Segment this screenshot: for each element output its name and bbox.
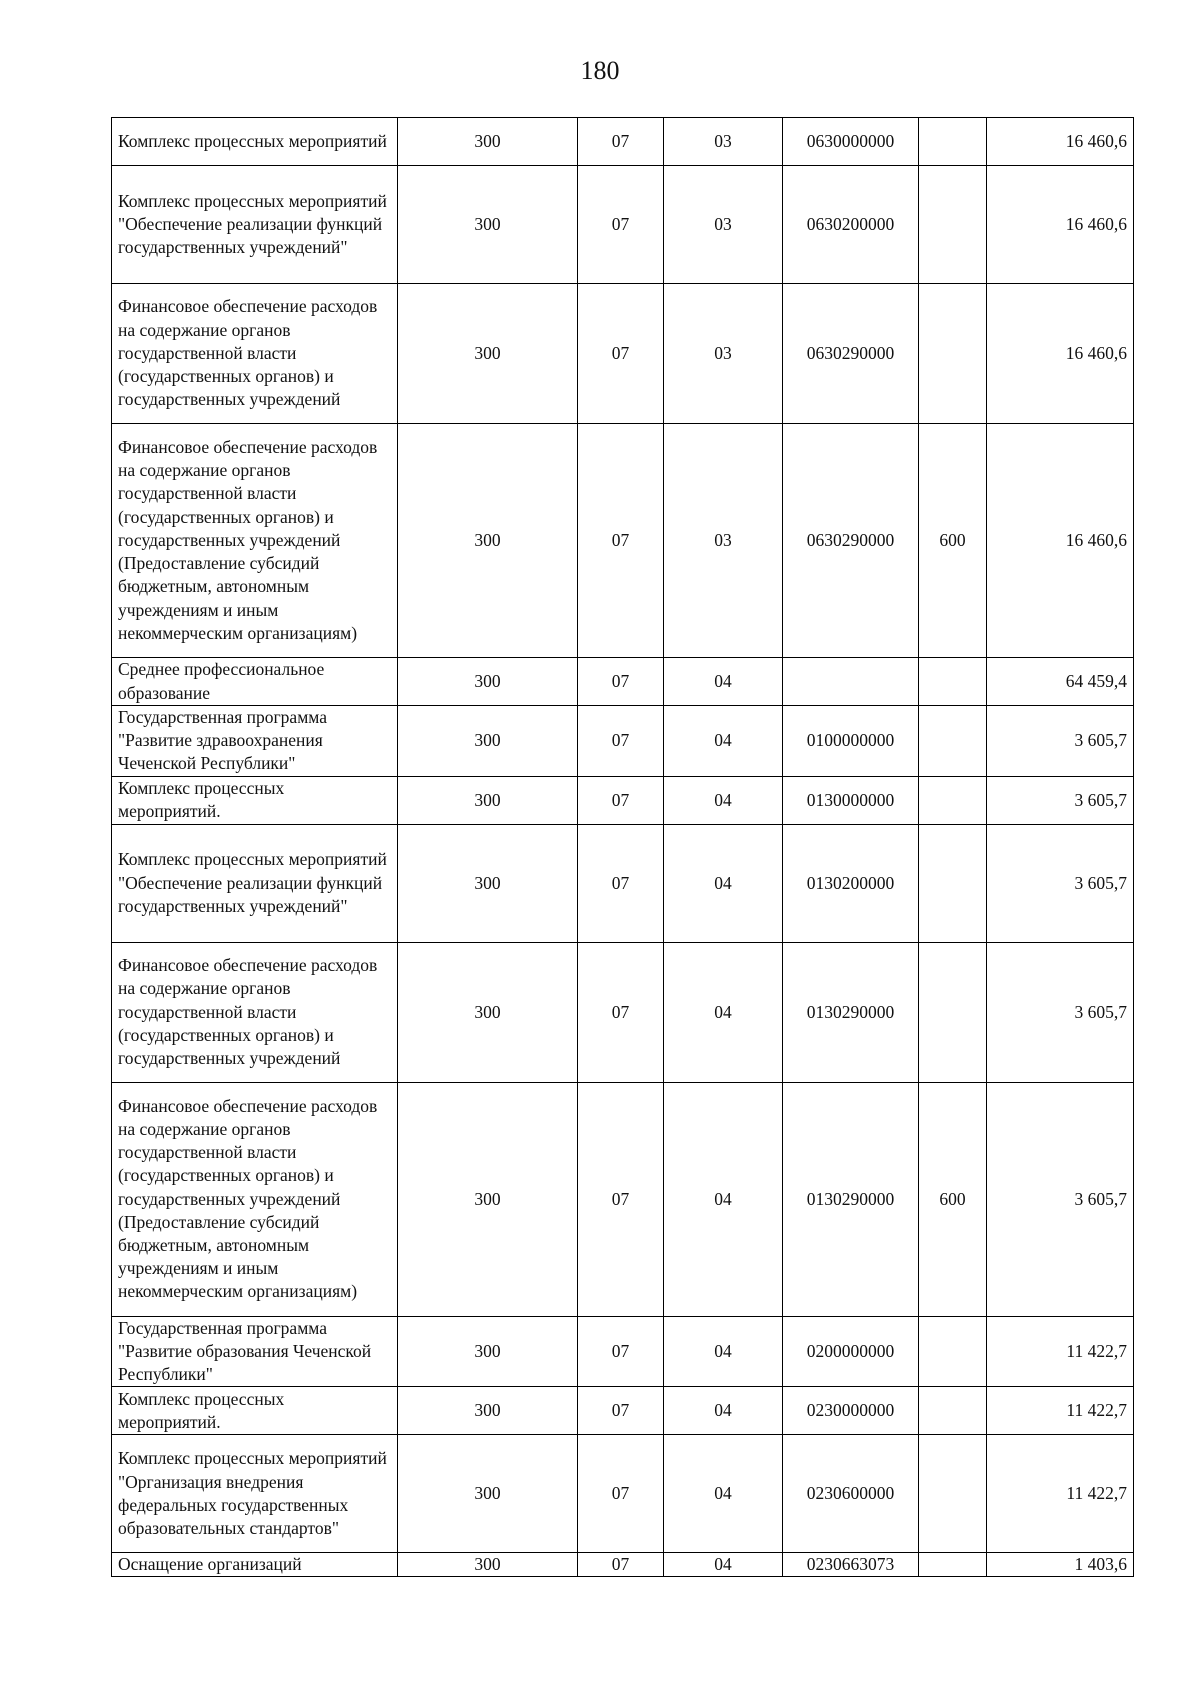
expense-type-cell (919, 942, 987, 1082)
target-article-cell (783, 658, 919, 706)
budget-table (111, 117, 1134, 1577)
subsection-code-cell: 04 (664, 1316, 783, 1387)
section-code-cell: 07 (578, 1553, 664, 1577)
amount-cell: 16 460,6 (987, 118, 1134, 166)
item-name-cell: Финансовое обеспечение расходов на содержание органов государственной власти (государственных органов) и государственных учреждений (Предоставление субсидий бюджетным, автономным учреждениям и иным некоммерческим организациям) (112, 424, 398, 658)
subsection-code-cell: 04 (664, 1553, 783, 1577)
section-code-cell: 07 (578, 776, 664, 824)
target-article-cell: 0630000000 (783, 118, 919, 166)
section-code-cell: 07 (578, 942, 664, 1082)
expense-type-cell (919, 1553, 987, 1577)
item-name-cell: Комплекс процессных мероприятий (112, 118, 398, 166)
table-row (112, 1316, 1134, 1387)
subsection-code-cell: 04 (664, 658, 783, 706)
amount-cell: 1 403,6 (987, 1553, 1134, 1577)
item-name-cell: Комплекс процессных мероприятий. (112, 776, 398, 824)
item-name-cell: Оснащение организаций (112, 1553, 398, 1577)
section-code-cell: 07 (578, 166, 664, 284)
subsection-code-cell: 04 (664, 776, 783, 824)
expense-type-cell: 600 (919, 1082, 987, 1316)
amount-cell: 64 459,4 (987, 658, 1134, 706)
table-row (112, 1553, 1134, 1577)
target-article-cell: 0230663073 (783, 1553, 919, 1577)
table-row (112, 166, 1134, 284)
expense-type-cell (919, 658, 987, 706)
target-article-cell: 0230600000 (783, 1435, 919, 1553)
target-article-cell: 0100000000 (783, 706, 919, 777)
section-code-cell: 07 (578, 706, 664, 777)
item-name-cell: Финансовое обеспечение расходов на содержание органов государственной власти (государственных органов) и государственных учреждений (112, 284, 398, 424)
ministry-code-cell: 300 (398, 1082, 578, 1316)
ministry-code-cell: 300 (398, 776, 578, 824)
target-article-cell: 0630290000 (783, 284, 919, 424)
table-row (112, 706, 1134, 777)
section-code-cell: 07 (578, 118, 664, 166)
section-code-cell: 07 (578, 658, 664, 706)
ministry-code-cell: 300 (398, 1553, 578, 1577)
expense-type-cell (919, 166, 987, 284)
subsection-code-cell: 04 (664, 1387, 783, 1435)
table-row (112, 1387, 1134, 1435)
table-row (112, 1082, 1134, 1316)
ministry-code-cell: 300 (398, 1316, 578, 1387)
amount-cell: 11 422,7 (987, 1387, 1134, 1435)
item-name-cell: Государственная программа "Развитие образования Чеченской Республики" (112, 1316, 398, 1387)
table-row (112, 1435, 1134, 1553)
ministry-code-cell: 300 (398, 118, 578, 166)
subsection-code-cell: 03 (664, 166, 783, 284)
amount-cell: 16 460,6 (987, 424, 1134, 658)
amount-cell: 11 422,7 (987, 1435, 1134, 1553)
amount-cell: 3 605,7 (987, 706, 1134, 777)
section-code-cell: 07 (578, 824, 664, 942)
target-article-cell: 0130000000 (783, 776, 919, 824)
expense-type-cell: 600 (919, 424, 987, 658)
table-row (112, 776, 1134, 824)
section-code-cell: 07 (578, 1435, 664, 1553)
subsection-code-cell: 03 (664, 284, 783, 424)
target-article-cell: 0630200000 (783, 166, 919, 284)
table-row (112, 942, 1134, 1082)
subsection-code-cell: 04 (664, 706, 783, 777)
amount-cell: 3 605,7 (987, 776, 1134, 824)
table-row (112, 284, 1134, 424)
table-row (112, 118, 1134, 166)
table-row (112, 658, 1134, 706)
expense-type-cell (919, 1387, 987, 1435)
item-name-cell: Комплекс процессных мероприятий "Обеспечение реализации функций государственных учреждений" (112, 166, 398, 284)
ministry-code-cell: 300 (398, 166, 578, 284)
expense-type-cell (919, 1316, 987, 1387)
target-article-cell: 0230000000 (783, 1387, 919, 1435)
section-code-cell: 07 (578, 424, 664, 658)
amount-cell: 11 422,7 (987, 1316, 1134, 1387)
item-name-cell: Комплекс процессных мероприятий. (112, 1387, 398, 1435)
table-row (112, 824, 1134, 942)
ministry-code-cell: 300 (398, 942, 578, 1082)
item-name-cell: Среднее профессиональное образование (112, 658, 398, 706)
section-code-cell: 07 (578, 284, 664, 424)
page-number: 180 (580, 56, 620, 85)
subsection-code-cell: 04 (664, 824, 783, 942)
ministry-code-cell: 300 (398, 824, 578, 942)
ministry-code-cell: 300 (398, 706, 578, 777)
amount-cell: 3 605,7 (987, 1082, 1134, 1316)
expense-type-cell (919, 776, 987, 824)
subsection-code-cell: 03 (664, 118, 783, 166)
target-article-cell: 0130200000 (783, 824, 919, 942)
ministry-code-cell: 300 (398, 1387, 578, 1435)
target-article-cell: 0130290000 (783, 1082, 919, 1316)
ministry-code-cell: 300 (398, 658, 578, 706)
ministry-code-cell: 300 (398, 284, 578, 424)
item-name-cell: Комплекс процессных мероприятий "Организация внедрения федеральных государственных образовательных стандартов" (112, 1435, 398, 1553)
expense-type-cell (919, 706, 987, 777)
expense-type-cell (919, 118, 987, 166)
amount-cell: 3 605,7 (987, 824, 1134, 942)
subsection-code-cell: 04 (664, 1082, 783, 1316)
expense-type-cell (919, 1435, 987, 1553)
expense-type-cell (919, 284, 987, 424)
target-article-cell: 0130290000 (783, 942, 919, 1082)
target-article-cell: 0630290000 (783, 424, 919, 658)
subsection-code-cell: 04 (664, 942, 783, 1082)
section-code-cell: 07 (578, 1316, 664, 1387)
amount-cell: 16 460,6 (987, 166, 1134, 284)
amount-cell: 16 460,6 (987, 284, 1134, 424)
section-code-cell: 07 (578, 1387, 664, 1435)
item-name-cell: Финансовое обеспечение расходов на содержание органов государственной власти (государственных органов) и государственных учреждений (Предоставление субсидий бюджетным, автономным учреждениям и иным некоммерческим организациям) (112, 1082, 398, 1316)
amount-cell: 3 605,7 (987, 942, 1134, 1082)
item-name-cell: Государственная программа "Развитие здравоохранения Чеченской Республики" (112, 706, 398, 777)
item-name-cell: Финансовое обеспечение расходов на содержание органов государственной власти (государственных органов) и государственных учреждений (112, 942, 398, 1082)
section-code-cell: 07 (578, 1082, 664, 1316)
subsection-code-cell: 04 (664, 1435, 783, 1553)
ministry-code-cell: 300 (398, 1435, 578, 1553)
subsection-code-cell: 03 (664, 424, 783, 658)
table-row (112, 424, 1134, 658)
ministry-code-cell: 300 (398, 424, 578, 658)
expense-type-cell (919, 824, 987, 942)
target-article-cell: 0200000000 (783, 1316, 919, 1387)
budget-table-body (112, 118, 1134, 1577)
item-name-cell: Комплекс процессных мероприятий "Обеспечение реализации функций государственных учреждений" (112, 824, 398, 942)
